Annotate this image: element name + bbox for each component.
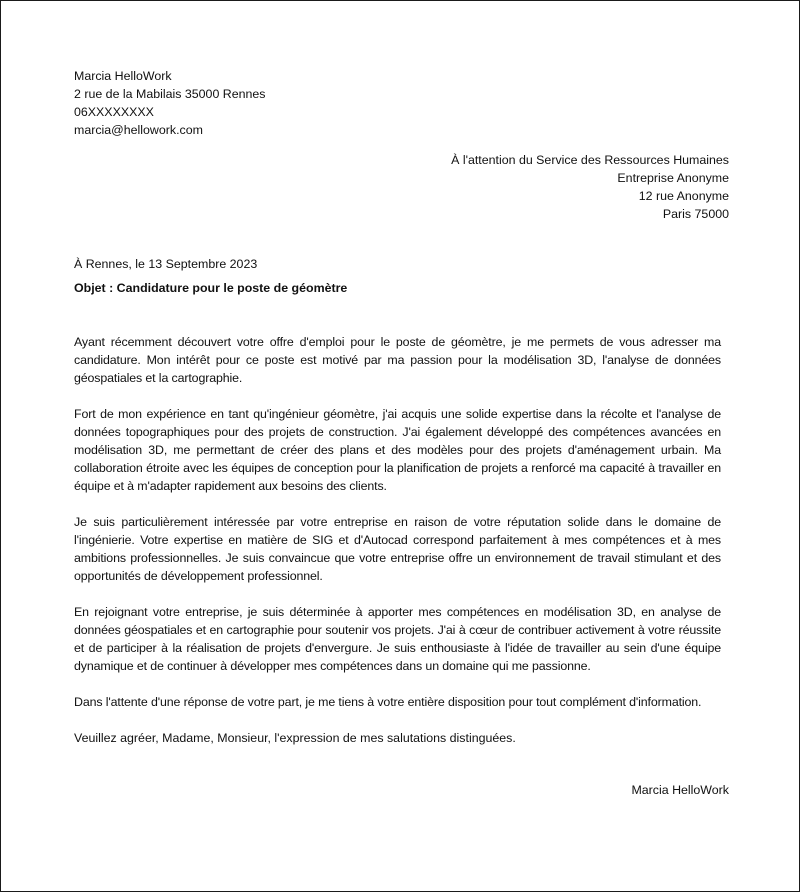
recipient-block [74,151,729,223]
sender-email: marcia@hellowork.com [74,123,203,137]
body-paragraph: Dans l'attente d'une réponse de votre part, je me tiens à votre entière disposition pour tout complément d'information. [74,695,702,709]
recipient-attention: À l'attention du Service des Ressources Humaines [451,153,729,167]
body-paragraph: Fort de mon expérience en tant qu'ingénieur géomètre, j'ai acquis une solide expertise dans la récolte et l'analyse de données topographiques pour des projets de construction. J'ai également développé des compétences avancées en modélisation 3D, me permettant de créer des plans et des modèles pour des projets d'aménagement urbain. Ma collaboration étroite avec les équipes de conception pour la planification de projets a renforcé ma capacité à travailler en équipe et à m'adapter rapidement aux besoins des clients. [74,407,721,493]
recipient-city: Paris 75000 [662,207,729,221]
body-paragraph: Je suis particulièrement intéressée par votre entreprise en raison de votre réputation solide dans le domaine de l'ingénierie. Votre expertise en matière de SIG et d'Autocad correspond parfaitement à mes compétences et à mes ambitions professionnelles. Je suis convaincue que votre entreprise offre un environnement de travail stimulant et des opportunités de développement professionnel. [74,515,721,583]
sender-address: 2 rue de la Mabilais 35000 Rennes [74,87,266,101]
sender-phone: 06XXXXXXXX [74,105,154,119]
body-paragraph: Ayant récemment découvert votre offre d'emploi pour le poste de géomètre, je me permets de vous adresser ma candidature. Mon intérêt pour ce poste est motivé par ma passion pour la modélisation 3D, l'analyse de données géospatiales et la cartographie. [74,335,721,385]
recipient-street: 12 rue Anonyme [638,189,729,203]
letter-body [74,333,729,747]
recipient-company: Entreprise Anonyme [617,171,729,185]
sender-name: Marcia HelloWork [74,69,172,83]
letter-subject: Objet : Candidature pour le poste de géomètre [74,281,348,295]
letter-content [74,67,729,799]
sender-block [74,67,729,139]
body-paragraph: En rejoignant votre entreprise, je suis déterminée à apporter mes compétences en modélisation 3D, en analyse de données géospatiales et en cartographie pour soutenir vos projets. J'ai à cœur de contribuer activement à votre réussite et de participer à la réalisation de projets d'envergure. Je suis enthousiaste à l'idée de travailler au sein d'une équipe dynamique et de continuer à développer mes compétences dans un domaine qui me passionne. [74,605,721,673]
letter-date: À Rennes, le 13 Septembre 2023 [74,257,258,271]
letter-signature: Marcia HelloWork [631,783,729,797]
letter-closing: Veuillez agréer, Madame, Monsieur, l'expression de mes salutations distinguées. [74,731,516,745]
